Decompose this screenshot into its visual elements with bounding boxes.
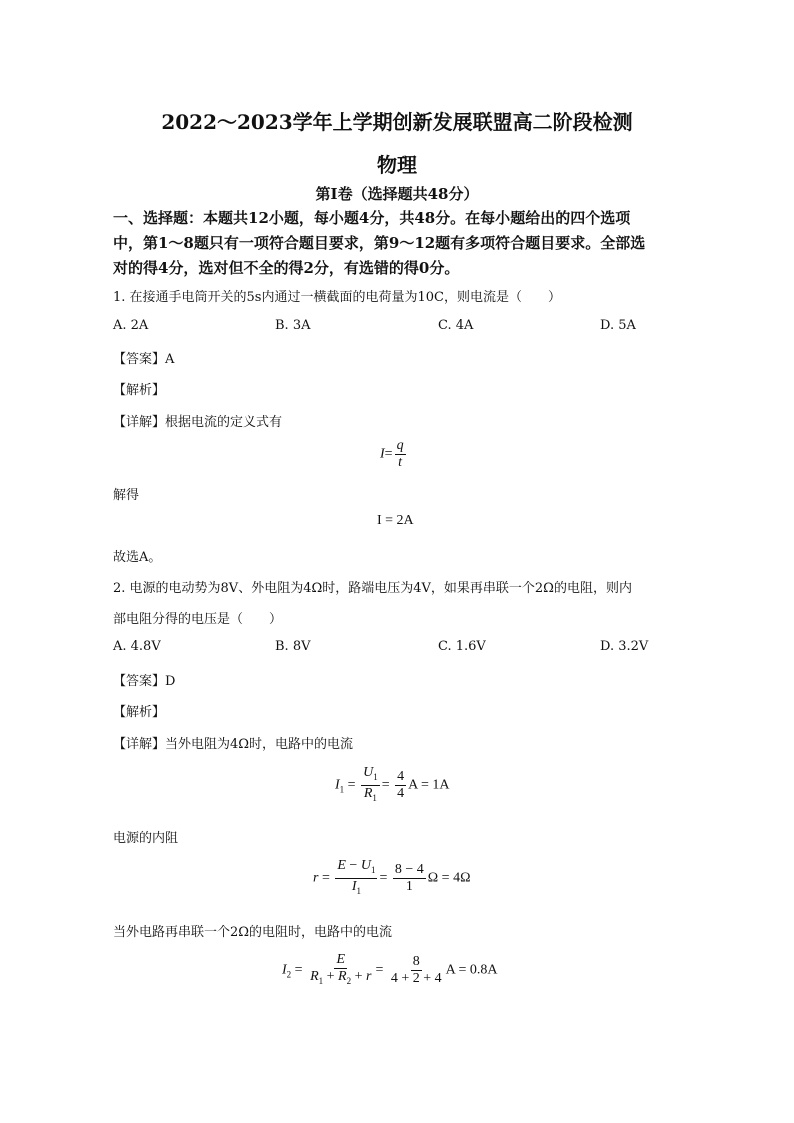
- q1-answer: 【答案】A: [113, 352, 175, 367]
- q2-option-c: C. 1.6V: [438, 639, 486, 654]
- instructions-line-3: 对的得4分，选对但不全的得2分，有选错的得0分。: [113, 259, 460, 277]
- q2-formula-current-1: $I_1$ = $\frac{U_1}{R_1}$ = $\frac{4}{4}$ A = 1A: [335, 765, 450, 803]
- q1-analysis: 【解析】: [113, 383, 166, 398]
- q2-formula-internal-resistance: r = $\frac{E - U_1}{I_1}$ = $\frac{8 - 4}{1}$ Ω = 4Ω: [313, 858, 471, 896]
- q1-solve-label: 解得: [113, 488, 140, 503]
- q2-answer: 【答案】D: [113, 674, 176, 689]
- q2-detail: 【详解】当外电阻为4Ω时，电路中的电流: [113, 737, 354, 752]
- q2-analysis: 【解析】: [113, 705, 166, 720]
- q1-option-a: A. 2A: [113, 318, 149, 333]
- q2-option-a: A. 4.8V: [113, 639, 161, 654]
- q2-stem-line-1: 2. 电源的电动势为8V、外电阻为4Ω时，路端电压为4V，如果再串联一个2Ω的电阻，则内: [113, 581, 632, 596]
- q2-option-d: D. 3.2V: [600, 639, 649, 654]
- q2-formula-current-2: $I_2$ = $\frac{E}{R_1 + R_2 + r}$ = $\frac{8}{4 + 2 + 4}$ A = 0.8A: [282, 952, 498, 986]
- subject-title: 物理: [377, 153, 417, 177]
- q1-detail: 【详解】根据电流的定义式有: [113, 415, 283, 430]
- part-heading: 第Ⅰ卷（选择题共48分）: [315, 185, 479, 203]
- q1-formula-definition: I= $\frac{q}{t}$: [380, 438, 404, 470]
- q2-series-label: 当外电路再串联一个2Ω的电阻时，电路中的电流: [113, 925, 393, 940]
- q1-stem: 1. 在接通手电筒开关的5s内通过一横截面的电荷量为10C，则电流是（ ）: [113, 290, 561, 305]
- q2-internal-label: 电源的内阻: [113, 831, 179, 846]
- instructions-line-1: 一、选择题：本题共12小题，每小题4分，共48分。在每小题给出的四个选项: [113, 209, 631, 227]
- q1-option-c: C. 4A: [438, 318, 474, 333]
- q1-result: I = 2A: [377, 513, 414, 528]
- q2-option-b: B. 8V: [275, 639, 311, 654]
- q1-option-b: B. 3A: [275, 318, 311, 333]
- instructions-line-2: 中，第1～8题只有一项符合题目要求，第9～12题有多项符合题目要求。全部选: [113, 234, 646, 252]
- exam-title: 2022～2023学年上学期创新发展联盟高二阶段检测: [161, 110, 633, 134]
- q2-stem-line-2: 部电阻分得的电压是（ ）: [113, 612, 283, 627]
- q1-option-d: D. 5A: [600, 318, 636, 333]
- q1-conclusion: 故选A。: [113, 550, 162, 565]
